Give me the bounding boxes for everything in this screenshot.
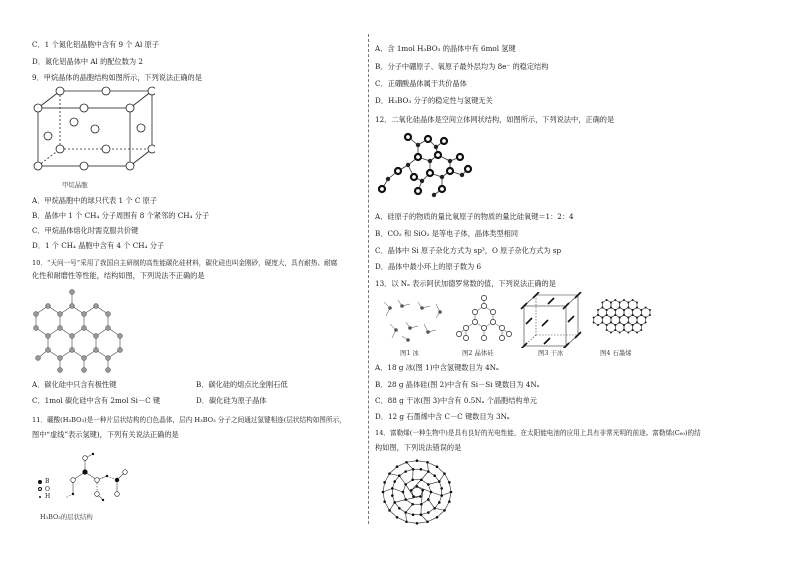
c60-atom xyxy=(448,500,451,503)
graphene-atom xyxy=(649,314,651,316)
option-13c: C．88 g 干冰(图 3)中含有 0.5Nₐ 个晶胞结构单元 xyxy=(375,396,537,405)
graphene-atom xyxy=(645,317,647,319)
c60-atom xyxy=(450,491,453,494)
c60-bond xyxy=(428,500,434,509)
graphene-atom xyxy=(606,329,608,331)
option-9c: C．甲烷晶体熔化时需克服共价键 xyxy=(32,226,139,235)
c60-atom xyxy=(396,465,399,468)
graphene-hexagon xyxy=(615,323,624,333)
c60-atom xyxy=(411,503,414,506)
option-11a: A．含 1mol H₃BO₃ 的晶体中有 6mol 氢键 xyxy=(375,44,516,53)
c60-bond xyxy=(431,492,442,496)
c60-atom xyxy=(404,498,407,501)
option-11c: C．正硼酸晶体属于共价晶体 xyxy=(375,79,467,88)
option-10d: D．碳化硅为原子晶体 xyxy=(196,396,267,405)
option-11b: B．分子中硼原子、氧原子最外层均为 8e⁻ 的稳定结构 xyxy=(375,62,549,71)
c60-atom xyxy=(427,470,430,473)
c60-bond xyxy=(439,474,444,482)
c60-bond xyxy=(428,462,429,471)
c60-atom xyxy=(416,485,419,488)
c60-bond xyxy=(421,472,428,480)
graphene-atom xyxy=(610,332,612,334)
c60-bond xyxy=(395,500,406,503)
c60-atom xyxy=(391,487,394,490)
c60-bond xyxy=(389,502,394,510)
graphene-atom xyxy=(623,324,625,326)
c60-bond xyxy=(445,502,450,511)
graphene-atom xyxy=(640,324,642,326)
c60-atom xyxy=(420,468,423,471)
oxygen-marker-icon xyxy=(38,487,42,491)
c60-atom xyxy=(383,500,386,503)
option-10a: A．碳化硅中只含有极性键 xyxy=(32,380,117,389)
dry-ice-cell-diagram xyxy=(520,292,582,348)
c60-atom xyxy=(427,498,430,501)
graphene-atom xyxy=(636,307,638,309)
c60-atom xyxy=(412,495,415,498)
graphene-atom xyxy=(614,314,616,316)
graphene-atom xyxy=(632,324,634,326)
c60-atom xyxy=(419,495,422,498)
boric-legend: B O H xyxy=(38,478,50,501)
c60-bond xyxy=(383,492,385,502)
graphene-atom xyxy=(636,332,638,334)
graphene-atom xyxy=(610,302,612,304)
c60-bond xyxy=(389,474,399,476)
c60-bond xyxy=(428,517,437,521)
c60-atom xyxy=(448,481,451,484)
graphene-atom xyxy=(597,324,599,326)
c60-atom xyxy=(391,494,394,497)
graphene-atom xyxy=(623,314,625,316)
graphene-atom xyxy=(601,317,603,319)
question-10-line2: 化性和耐磨性等性能，结构如图，下列说法不正确的是 xyxy=(32,271,205,280)
c60-atom xyxy=(404,470,407,473)
c60-atom xyxy=(405,461,408,464)
graphene-atom xyxy=(610,317,612,319)
graphene-atom xyxy=(636,302,638,304)
c60-bond xyxy=(428,462,437,466)
graphene-atom xyxy=(627,302,629,304)
question-12: 12．二氧化硅晶体是空间立体网状结构，如图所示，下列说法中，正确的是 xyxy=(375,115,615,124)
graphene-atom xyxy=(610,322,612,324)
option-12a: A．硅原子的物质的量比氧原子的物质的量比硅氧键＝1：2：4 xyxy=(375,212,574,221)
option-10c: C．1mol 碳化硅中含有 2mol Si－C 键 xyxy=(32,396,161,405)
c60-atom xyxy=(430,491,433,494)
c60-bond xyxy=(397,462,406,466)
c60-bond xyxy=(406,522,417,524)
graphene-atom xyxy=(636,317,638,319)
graphene-hexagon xyxy=(624,323,633,333)
c60-atom xyxy=(382,491,385,494)
option-13b: B．28 g 晶体硅(图 2)中含有 Si－Si 键数目为 4Nₐ xyxy=(375,380,540,389)
graphene-atom xyxy=(649,309,651,311)
c60-atom xyxy=(420,478,423,481)
c60-bond xyxy=(406,504,413,512)
graphene-diagram xyxy=(592,294,652,344)
c60-atom xyxy=(398,507,401,510)
question-9: 9．甲烷晶体的晶胞结构如图所示，下列说法正确的是 xyxy=(32,73,202,82)
c60-bond xyxy=(417,522,428,524)
c60-atom xyxy=(388,509,391,512)
option-12c: C．晶体中 Si 原子杂化方式为 sp³，O 原子杂化方式为 sp xyxy=(375,246,562,255)
graphene-atom xyxy=(623,309,625,311)
graphene-atom xyxy=(632,314,634,316)
graphene-atom xyxy=(627,307,629,309)
c60-bond xyxy=(385,502,390,511)
c60-bond xyxy=(392,488,403,492)
option-12b: B．CO₂ 和 SiO₂ 是等电子体，晶体类型相同 xyxy=(375,229,519,238)
question-11-line2: 图中“虚线”表示氢键)，下列有关说法正确的是 xyxy=(32,430,179,439)
graphene-atom xyxy=(627,317,629,319)
c60-atom xyxy=(411,478,414,481)
c60-atom xyxy=(443,509,446,512)
c60-atom xyxy=(420,503,423,506)
graphene-atom xyxy=(597,314,599,316)
c60-atom xyxy=(426,461,429,464)
graphene-atom xyxy=(606,309,608,311)
c60-atom xyxy=(440,487,443,490)
column-divider xyxy=(368,34,369,524)
fullerene-diagram xyxy=(378,456,456,528)
graphene-atom xyxy=(614,299,616,301)
graphene-atom xyxy=(619,302,621,304)
graphene-atom xyxy=(619,322,621,324)
graphene-atom xyxy=(627,332,629,334)
c60-atom xyxy=(388,472,391,475)
c60-atom xyxy=(404,511,407,514)
c60-atom xyxy=(393,480,396,483)
c60-bond xyxy=(417,486,431,492)
c60-atom xyxy=(421,489,424,492)
graphene-atom xyxy=(640,309,642,311)
option-13d: D．12 g 石墨烯中含 C－C 键数目为 3Nₐ xyxy=(375,412,510,421)
c60-bond xyxy=(406,461,417,463)
graphene-atom xyxy=(645,307,647,309)
methane-cell-diagram xyxy=(30,86,155,176)
c60-bond xyxy=(435,508,445,510)
graphene-atom xyxy=(623,329,625,331)
option-c-aln: C．1 个氮化铝晶胞中含有 9 个 Al 原子 xyxy=(32,40,159,49)
graphene-atom xyxy=(619,332,621,334)
graphene-atom xyxy=(632,309,634,311)
option-12d: D．晶体中最小环上的原子数为 6 xyxy=(375,262,482,271)
fig2-caption: 图2 晶体硅 xyxy=(462,349,494,357)
graphene-atom xyxy=(640,314,642,316)
c60-bond xyxy=(449,482,451,492)
graphene-atom xyxy=(640,329,642,331)
hydrogen-marker-icon xyxy=(39,496,41,498)
graphene-atom xyxy=(610,307,612,309)
graphene-atom xyxy=(597,309,599,311)
c60-atom xyxy=(393,501,396,504)
question-14-line1: 14．富勒烯(一种生物中)是具有良好的光电性能，在太阳能电池的应用上具有非常光明的前途。富勒烯(C₆₀)的结 xyxy=(375,429,701,437)
graphene-atom xyxy=(645,322,647,324)
c60-atom xyxy=(436,516,439,519)
c60-atom xyxy=(420,513,423,516)
c60-bond xyxy=(428,482,439,485)
c60-bond xyxy=(383,482,385,492)
graphene-atom xyxy=(601,322,603,324)
option-10b: B．碳化硅的熔点比金刚石低 xyxy=(196,380,288,389)
graphene-atom xyxy=(606,324,608,326)
graphene-atom xyxy=(623,299,625,301)
c60-bond xyxy=(406,512,407,521)
c60-bond xyxy=(421,515,428,522)
fig3-caption: 图3 干冰 xyxy=(538,349,564,357)
graphene-hexagon xyxy=(594,315,603,325)
c60-atom xyxy=(438,501,441,504)
c60-atom xyxy=(412,513,415,516)
graphene-atom xyxy=(619,307,621,309)
option-11d: D．H₃BO₃ 分子的稳定性与氢键无关 xyxy=(375,96,493,105)
graphene-atom xyxy=(619,317,621,319)
methane-caption: 甲烷晶胞 xyxy=(62,181,88,189)
c60-atom xyxy=(396,516,399,519)
boric-acid-layer-diagram xyxy=(55,450,130,512)
c60-bond xyxy=(385,474,390,483)
c60-atom xyxy=(416,459,419,462)
c60-atom xyxy=(412,468,415,471)
question-13: 13．以 Nₐ 表示阿伏加德罗常数的值，下列说法正确的是 xyxy=(375,279,556,288)
c60-bond xyxy=(406,462,413,469)
question-10-line1: 10．“天问一号”采用了我国自主研制的高性能碳化硅材料，碳化硅也叫金刚砂，硬度大，具有耐热、耐腐 xyxy=(32,259,338,267)
c60-atom xyxy=(438,480,441,483)
option-9b: B．晶体中 1 个 CH₄ 分子周围有 8 个紧邻的 CH₄ 分子 xyxy=(32,211,210,220)
c60-atom xyxy=(433,507,436,510)
c60-atom xyxy=(427,483,430,486)
graphene-atom xyxy=(627,322,629,324)
sic-structure-diagram xyxy=(32,284,132,374)
c60-bond xyxy=(417,461,428,463)
c60-bond xyxy=(397,517,406,521)
boron-marker-icon xyxy=(38,480,42,484)
c60-atom xyxy=(398,474,401,477)
c60-bond xyxy=(449,492,451,502)
option-9d: D．1 个 CH₄ 晶胞中含有 4 个 CH₄ 分子 xyxy=(32,241,165,250)
fig1-caption: 图1 冰 xyxy=(400,349,419,357)
graphene-atom xyxy=(601,307,603,309)
option-9a: A．甲烷晶胞中的球只代表 1 个 C 原子 xyxy=(32,196,158,205)
c60-bond xyxy=(389,510,397,517)
c60-atom xyxy=(433,474,436,477)
graphene-atom xyxy=(632,329,634,331)
c60-bond xyxy=(442,492,451,496)
question-14-line2: 构如图，下列说法错误的是 xyxy=(375,443,462,452)
graphene-hexagon xyxy=(607,323,616,333)
c60-bond xyxy=(437,467,445,474)
fig4-caption: 图4 石墨烯 xyxy=(600,349,632,357)
ice-structure-diagram xyxy=(378,294,448,346)
graphene-atom xyxy=(614,309,616,311)
crystal-silicon-diagram xyxy=(455,294,513,346)
c60-atom xyxy=(410,489,413,492)
c60-bond xyxy=(437,510,445,517)
graphene-atom xyxy=(601,302,603,304)
c60-atom xyxy=(427,511,430,514)
graphene-atom xyxy=(614,329,616,331)
graphene-atom xyxy=(593,317,595,319)
boric-caption: H₃BO₃的层状结构 xyxy=(40,513,93,521)
c60-atom xyxy=(416,522,419,525)
option-d-aln: D．氮化铝晶体中 Al 的配位数为 2 xyxy=(32,57,143,66)
graphene-atom xyxy=(606,314,608,316)
graphene-atom xyxy=(593,322,595,324)
graphene-atom xyxy=(606,299,608,301)
graphene-hexagon xyxy=(633,323,642,333)
c60-atom xyxy=(404,483,407,486)
c60-atom xyxy=(405,520,408,523)
c60-bond xyxy=(383,488,392,492)
c60-bond xyxy=(445,474,450,483)
c60-atom xyxy=(383,481,386,484)
c60-atom xyxy=(443,472,446,475)
c60-atom xyxy=(402,491,405,494)
graphene-atom xyxy=(614,324,616,326)
graphene-atom xyxy=(636,322,638,324)
c60-atom xyxy=(436,465,439,468)
sio2-network-diagram xyxy=(378,127,478,203)
option-13a: A．18 g 冰(图 1)中含氢键数目为 4Nₐ xyxy=(375,363,499,372)
c60-bond xyxy=(399,476,405,485)
c60-bond xyxy=(389,467,397,474)
graphene-atom xyxy=(632,299,634,301)
c60-atom xyxy=(440,494,443,497)
c60-atom xyxy=(426,520,429,523)
question-11-line1: 11．硼酸(H₃BO₃)是一种片层状结构的白色晶体，层内 H₃BO₃ 分子之间通过氢键相连(层状结构如图所示， xyxy=(32,416,346,424)
